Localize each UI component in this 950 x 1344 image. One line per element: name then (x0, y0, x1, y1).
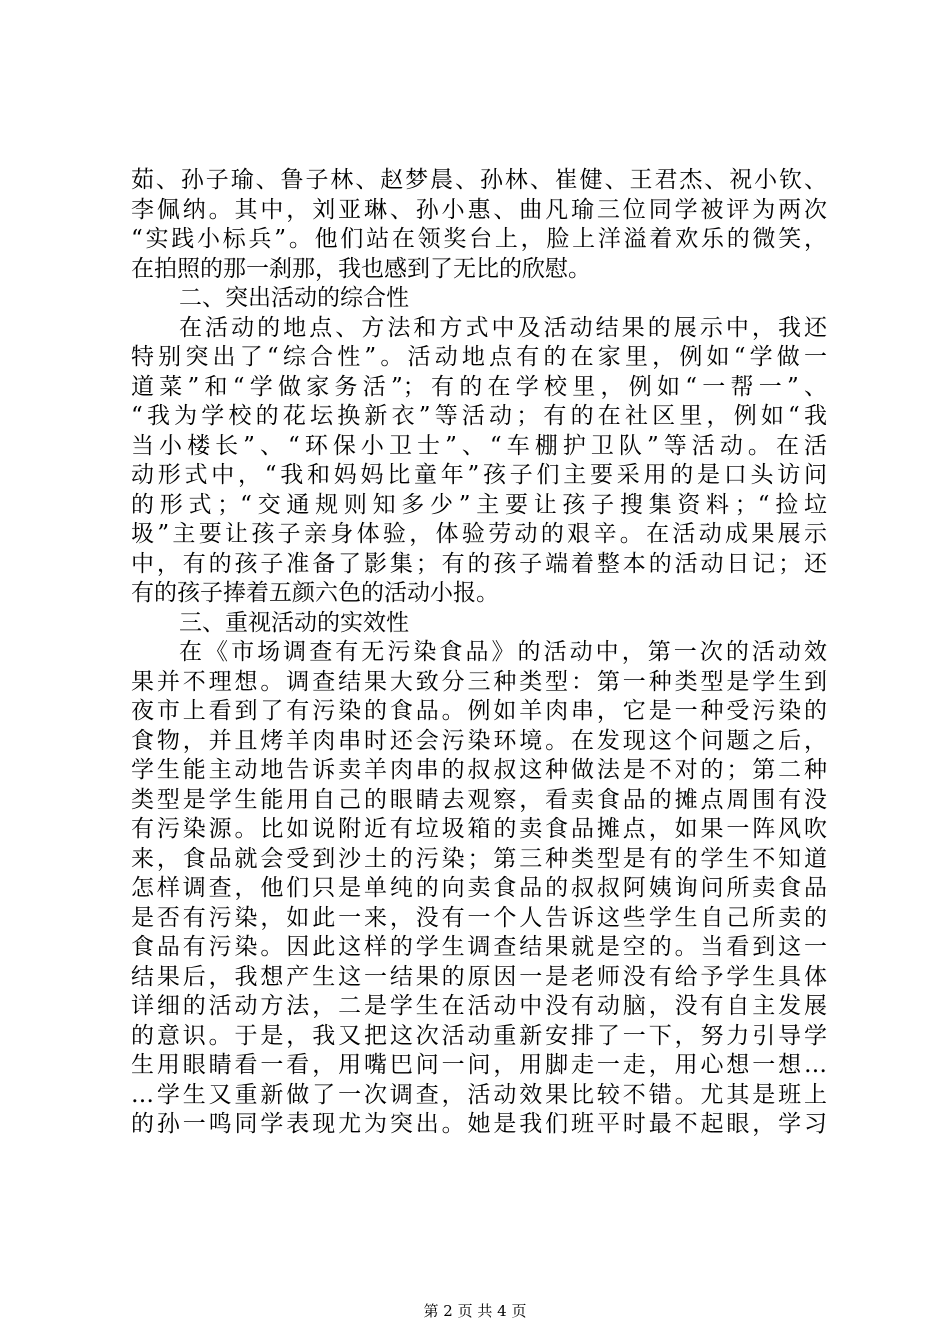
page-footer (0, 1300, 950, 1321)
paragraph-line: 详细的活动方法，二是学生在活动中没有动脑，没有自主发展 (131, 993, 827, 1019)
paragraph-line: 怎样调查，他们只是单纯的向卖食品的叔叔阿姨询问所卖食品 (131, 875, 827, 901)
paragraph-line: 在《市场调查有无污染食品》的活动中，第一次的活动效 (179, 639, 827, 665)
paragraph-line: 的意识。于是，我又把这次活动重新安排了一下，努力引导学 (131, 1022, 827, 1049)
paragraph-line: 动形式中，“我和妈妈比童年”孩子们主要采用的是口头访问 (131, 462, 827, 488)
document-body (131, 166, 827, 1140)
paragraph-line: 圾”主要让孩子亲身体验，体验劳动的艰辛。在活动成果展示 (131, 521, 827, 547)
paragraph-line: “我为学校的花坛换新衣”等活动；有的在社区里，例如“我 (131, 403, 827, 429)
paragraph-line: 是否有污染，如此一来，没有一个人告诉这些学生自己所卖的 (131, 904, 827, 931)
paragraph-line: 在活动的地点、方法和方式中及活动结果的展示中，我还 (179, 314, 827, 341)
paragraph-line: “实践小标兵”。他们站在领奖台上，脸上洋溢着欢乐的微笑， (131, 226, 827, 252)
paragraph-line: 类型是学生能用自己的眼睛去观察，看卖食品的摊点周围有没 (131, 786, 827, 813)
paragraph-line: 生用眼睛看一看，用嘴巴问一问，用脚走一走，用心想一想… (131, 1052, 827, 1078)
paragraph-line: 茹、孙子瑜、鲁子林、赵梦晨、孙林、崔健、王君杰、祝小钦、 (131, 167, 827, 193)
paragraph-line: 结果后，我想产生这一结果的原因一是老师没有给予学生具体 (131, 963, 827, 990)
paragraph-line: 有污染源。比如说附近有垃圾箱的卖食品摊点，如果一阵风吹 (131, 816, 827, 842)
section-heading: 三、重视活动的实效性 (179, 609, 409, 636)
paragraph-line: 食物，并且烤羊肉串时还会污染环境。在发现这个问题之后， (131, 727, 827, 754)
paragraph-line: 的孙一鸣同学表现尤为突出。她是我们班平时最不起眼，学习 (131, 1111, 827, 1137)
paragraph-line: 特别突出了“综合性”。活动地点有的在家里，例如“学做一 (131, 344, 827, 370)
paragraph-line: 食品有污染。因此这样的学生调查结果就是空的。当看到这一 (131, 934, 827, 960)
paragraph-line: 夜市上看到了有污染的食品。例如羊肉串，它是一种受污染的 (131, 698, 827, 724)
paragraph-line: 李佩纳。其中，刘亚琳、孙小惠、曲凡瑜三位同学被评为两次 (131, 196, 827, 223)
paragraph-line: …学生又重新做了一次调查，活动效果比较不错。尤其是班上 (131, 1081, 827, 1108)
paragraph-line: 的形式；“交通规则知多少”主要让孩子搜集资料；“捡垃 (131, 491, 827, 518)
paragraph-line: 当小楼长”、“环保小卫士”、“车棚护卫队”等活动。在活 (131, 432, 827, 459)
paragraph-line: 果并不理想。调查结果大致分三种类型：第一种类型是学生到 (131, 668, 827, 695)
section-heading: 二、突出活动的综合性 (179, 285, 409, 311)
paragraph-line: 中，有的孩子准备了影集；有的孩子端着整本的活动日记；还 (131, 550, 827, 577)
paragraph-line: 来，食品就会受到沙土的污染；第三种类型是有的学生不知道 (131, 845, 827, 872)
paragraph-line: 有的孩子捧着五颜六色的活动小报。 (131, 580, 499, 606)
paragraph-line: 道菜”和“学做家务活”；有的在学校里，例如“一帮一”、 (131, 373, 827, 400)
page-number-label: 第 2 页 共 4 页 (423, 1302, 527, 1320)
paragraph-line: 在拍照的那一刹那，我也感到了无比的欣慰。 (131, 255, 591, 282)
paragraph-line: 学生能主动地告诉卖羊肉串的叔叔这种做法是不对的；第二种 (131, 757, 827, 783)
